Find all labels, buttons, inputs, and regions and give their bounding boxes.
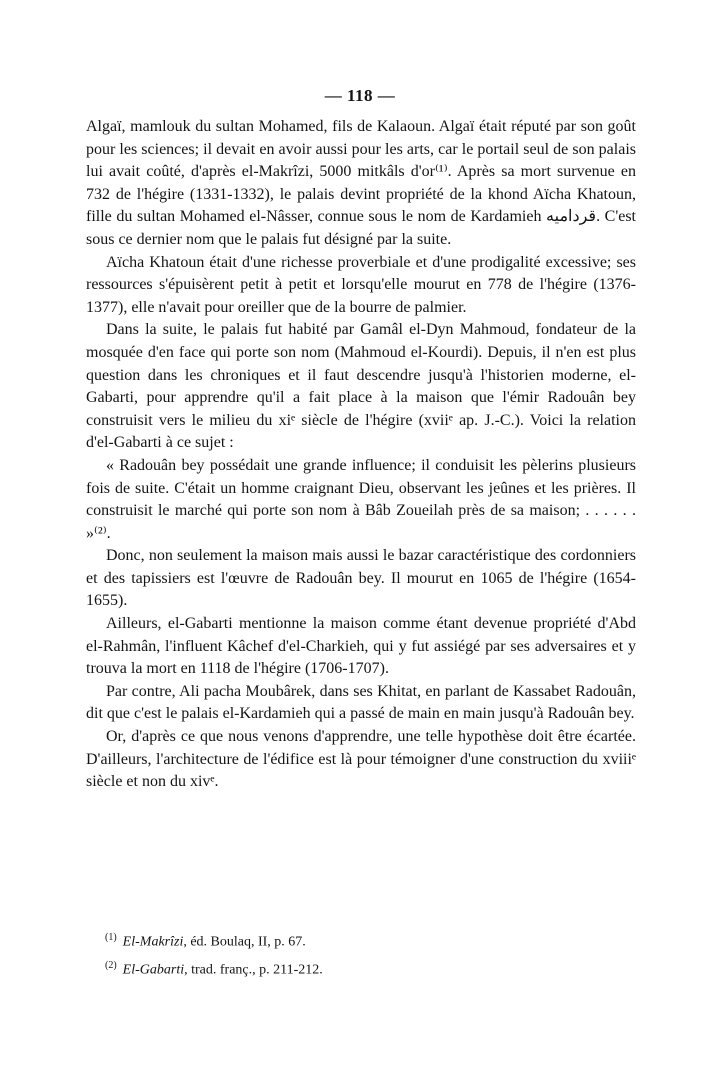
footnote-2-source: El-Gabarti — [122, 962, 185, 978]
footnote-1-detail: , éd. Boulaq, II, p. 67. — [183, 934, 306, 950]
main-text — [86, 116, 636, 794]
paragraph-gabarti-quote: « Radouân bey possédait une grande influence; il conduisit les pèlerins plusieurs fois de suite. C'était un homme craignant Dieu, observant les jeûnes et les prières. Il construisit le marché qui porte son nom à Bâb Zoueilah près de sa maison; . . . . . . »⁽²⁾. — [86, 456, 636, 542]
footnotes — [105, 926, 625, 981]
footnote-2-mark: (2) — [105, 959, 117, 971]
paragraph-aicha-khatoun: Aïcha Khatoun était d'une richesse proverbiale et d'une prodigalité excessive; ses ressources s'épuisèrent petit à petit et lorsqu'elle mourut en 778 de l'hégire (1376-1377), elle n'avait pour oreiller que de la bourre de palmier. — [86, 253, 636, 316]
page-number: — 118 — — [324, 86, 396, 105]
footnote-1 — [105, 926, 625, 954]
paragraph-gamal-el-dyn: Dans la suite, le palais fut habité par Gamâl el-Dyn Mahmoud, fondateur de la mosquée d'en face qui porte son nom (Mahmoud el-Kourdi). Depuis, il n'en est plus question dans les chroniques et il faut descendre jusqu'à l'historien moderne, el-Gabarti, pour apprendre qu'il a fait place à la maison que l'émir Radouân bey construisit vers le milieu du xiᵉ siècle de l'hégire (xviiᵉ ap. J.-C.). Voici la relation d'el-Gabarti à ce sujet : — [86, 321, 636, 452]
footnote-2-detail: , trad. franç., p. 211-212. — [184, 962, 323, 978]
footnote-2 — [105, 954, 625, 982]
footnote-1-source: El-Makrîzi — [122, 934, 184, 950]
paragraph-bazar: Donc, non seulement la maison mais aussi le bazar caractéristique des cordonniers et des tapissiers est l'œuvre de Radouân bey. Il mourut en 1065 de l'hégire (1654-1655). — [86, 547, 636, 610]
paragraph-ali-pacha: Par contre, Ali pacha Moubârek, dans ses Khitat, en parlant de Kassabet Radouân, dit que c'est le palais el-Kardamieh qui a passé de main en main jusqu'à Radouân bey. — [86, 682, 636, 723]
paragraph-algai: Algaï, mamlouk du sultan Mohamed, fils de Kalaoun. Algaï était réputé par son goût pour les sciences; il devait en avoir aussi pour les arts, car le portail seul de son palais lui avait coûté, d'après el-Makrîzi, 5000 mitkâls d'or⁽¹⁾. Après sa mort survenue en 732 de l'hégire (1331-1332), le palais devint propriété de la khond Aïcha Khatoun, fille du sultan Mohamed el-Nâsser, connue sous le nom de Kardamieh قرداميه. C'est sous ce dernier nom que le palais fut désigné par la suite. — [86, 118, 637, 248]
paragraph-conclusion: Or, d'après ce que nous venons d'apprendre, une telle hypothèse doit être écartée. D'ailleurs, l'architecture de l'édifice est là pour témoigner d'une construction du xviiiᵉ siècle et non du xivᵉ. — [86, 728, 636, 791]
paragraph-abd-el-rahman: Ailleurs, el-Gabarti mentionne la maison comme étant devenue propriété d'Abd el-Rahmân, l'influent Kâchef d'el-Charkieh, qui y fut assiégé par ses adversaires et y trouva la mort en 1118 de l'hégire (1706-1707). — [86, 615, 636, 678]
footnote-1-mark: (1) — [105, 932, 117, 943]
